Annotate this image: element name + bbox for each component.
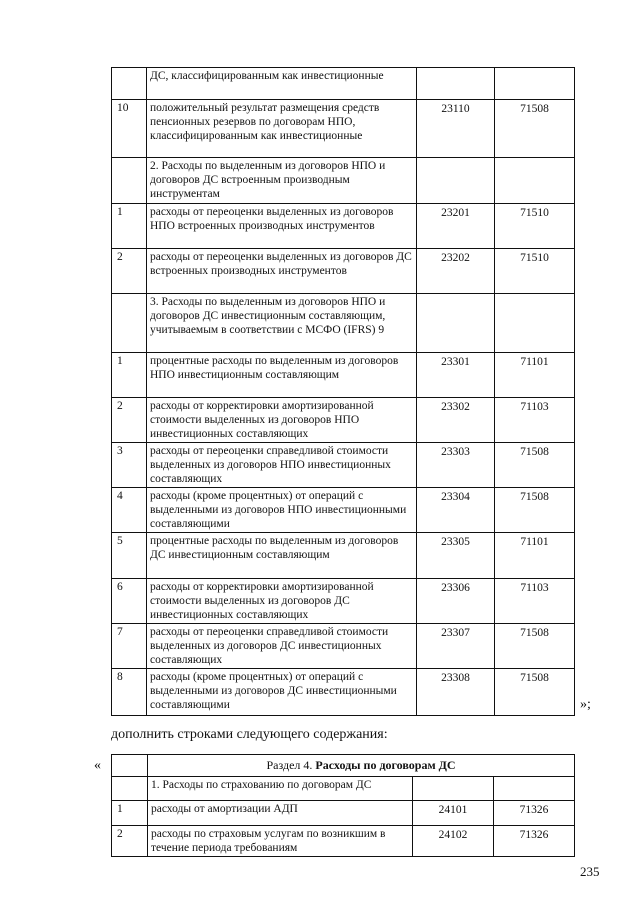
- table-row: [112, 488, 575, 533]
- symbol-code: 71508: [495, 100, 575, 158]
- row-number: 1: [112, 353, 147, 398]
- row-description: расходы от корректировки амортизированной стоимости выделенных из договоров ДС инвестиционных составляющих: [147, 579, 417, 624]
- account-code: 24102: [413, 826, 494, 857]
- table-row: [112, 353, 575, 398]
- section-header: [148, 755, 575, 777]
- closing-quote: »;: [580, 697, 591, 712]
- symbol-code: 71508: [495, 624, 575, 669]
- symbol-code: 71508: [495, 488, 575, 533]
- row-description: процентные расходы по выделенным из договоров ДС инвестиционным составляющим: [147, 533, 417, 579]
- table-row: [112, 443, 575, 488]
- symbol-code: 71103: [495, 398, 575, 443]
- symbol-code: 71101: [495, 353, 575, 398]
- row-description: расходы (кроме процентных) от операций с выделенными из договоров НПО инвестиционными составляющими: [147, 488, 417, 533]
- symbol-code: 71103: [495, 579, 575, 624]
- row-description: расходы от амортизации АДП: [148, 801, 413, 826]
- table-row: [112, 249, 575, 294]
- table-row: [112, 801, 575, 826]
- row-number: [112, 294, 147, 353]
- row-description: 2. Расходы по выделенным из договоров НПО и договоров ДС встроенным производным инструментам: [147, 158, 417, 204]
- row-number: 7: [112, 624, 147, 669]
- table-row: [112, 398, 575, 443]
- row-number: 2: [112, 826, 148, 857]
- row-number: 4: [112, 488, 147, 533]
- row-number: [112, 777, 148, 801]
- accounts-table-section4: [111, 754, 575, 857]
- table-row: [112, 826, 575, 857]
- symbol-code: [495, 68, 575, 100]
- row-number: 1: [112, 801, 148, 826]
- row-number: 1: [112, 204, 147, 249]
- table-row: [112, 624, 575, 669]
- row-number: 5: [112, 533, 147, 579]
- page-number: 235: [580, 864, 600, 879]
- section-prefix: Раздел 4.: [266, 758, 316, 772]
- account-code: [417, 158, 495, 204]
- account-code: 23201: [417, 204, 495, 249]
- symbol-code: 71510: [495, 204, 575, 249]
- account-code: 23301: [417, 353, 495, 398]
- row-description: расходы (кроме процентных) от операций с выделенными из договоров ДС инвестиционными составляющими: [147, 669, 417, 716]
- table-row: [112, 68, 575, 100]
- symbol-code: [494, 777, 575, 801]
- symbol-code: 71508: [495, 669, 575, 716]
- row-number: 3: [112, 443, 147, 488]
- row-description: расходы по страховым услугам по возникшим в течение периода требованиям: [148, 826, 413, 857]
- row-description: расходы от корректировки амортизированной стоимости выделенных из договоров НПО инвестиционных составляющих: [147, 398, 417, 443]
- account-code: [417, 294, 495, 353]
- section-header-empty-cell: [112, 755, 148, 777]
- symbol-code: 71508: [495, 443, 575, 488]
- symbol-code: [495, 158, 575, 204]
- account-code: 23306: [417, 579, 495, 624]
- account-code: 23308: [417, 669, 495, 716]
- account-code: 23303: [417, 443, 495, 488]
- symbol-code: 71101: [495, 533, 575, 579]
- row-number: [112, 158, 147, 204]
- row-description: расходы от переоценки справедливой стоимости выделенных из договоров ДС инвестиционных составляющих: [147, 624, 417, 669]
- row-description: расходы от переоценки справедливой стоимости выделенных из договоров НПО инвестиционных составляющих: [147, 443, 417, 488]
- symbol-code: 71326: [494, 826, 575, 857]
- account-code: 23304: [417, 488, 495, 533]
- account-code: [417, 68, 495, 100]
- row-description: расходы от переоценки выделенных из договоров ДС встроенных производных инструментов: [147, 249, 417, 294]
- table-row: [112, 669, 575, 716]
- table-row: [112, 294, 575, 353]
- row-description: процентные расходы по выделенным из договоров НПО инвестиционным составляющим: [147, 353, 417, 398]
- row-description: 1. Расходы по страхованию по договорам ДС: [148, 777, 413, 801]
- row-number: 10: [112, 100, 147, 158]
- table-row: [112, 579, 575, 624]
- table-row: [112, 158, 575, 204]
- symbol-code: 71326: [494, 801, 575, 826]
- table-row: [112, 100, 575, 158]
- symbol-code: [495, 294, 575, 353]
- account-code: 24101: [413, 801, 494, 826]
- accounts-table-section3: [111, 67, 575, 716]
- row-number: 6: [112, 579, 147, 624]
- row-number: 2: [112, 398, 147, 443]
- account-code: 23307: [417, 624, 495, 669]
- account-code: 23302: [417, 398, 495, 443]
- section-header-row: [112, 755, 575, 777]
- opening-quote: «: [94, 758, 101, 773]
- row-number: 2: [112, 249, 147, 294]
- symbol-code: 71510: [495, 249, 575, 294]
- account-code: 23110: [417, 100, 495, 158]
- row-number: 8: [112, 669, 147, 716]
- table-row: [112, 204, 575, 249]
- account-code: 23202: [417, 249, 495, 294]
- account-code: [413, 777, 494, 801]
- table-row: [112, 533, 575, 579]
- account-code: 23305: [417, 533, 495, 579]
- row-number: [112, 68, 147, 100]
- row-description: 3. Расходы по выделенным из договоров НПО и договоров ДС инвестиционным составляющим, учитываемым в соответствии с МСФО (IFRS) 9: [147, 294, 417, 353]
- section-title: Расходы по договорам ДС: [315, 758, 456, 772]
- row-description: ДС, классифицированным как инвестиционные: [147, 68, 417, 100]
- instruction-text: дополнить строками следующего содержания:: [111, 727, 388, 742]
- row-description: расходы от переоценки выделенных из договоров НПО встроенных производных инструментов: [147, 204, 417, 249]
- table-row: [112, 777, 575, 801]
- row-description: положительный результат размещения средств пенсионных резервов по договорам НПО, классифицированным как инвестиционные: [147, 100, 417, 158]
